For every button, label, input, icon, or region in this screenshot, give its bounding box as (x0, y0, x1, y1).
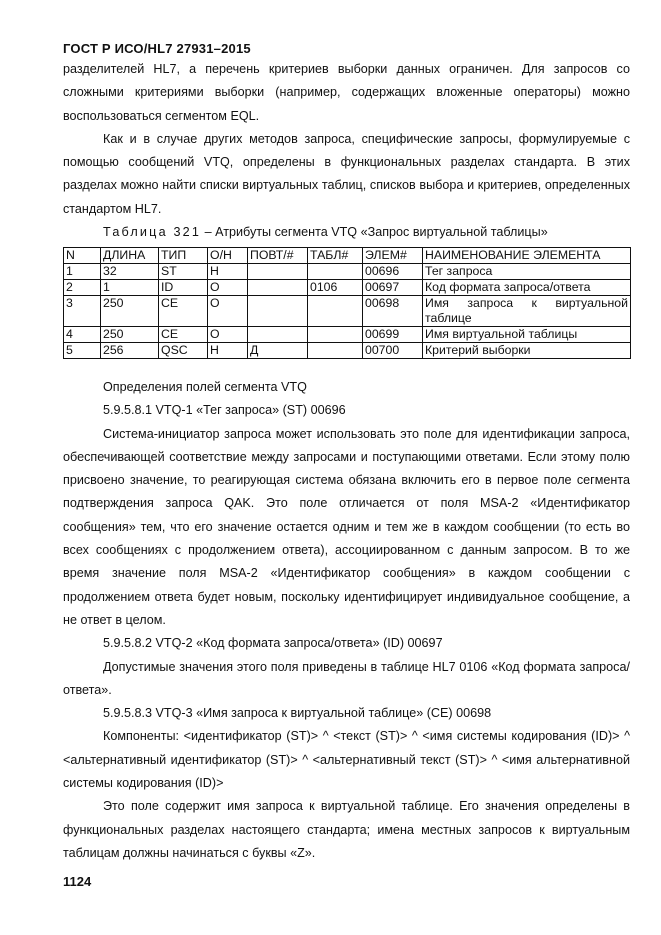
cell-length: 250 (101, 296, 159, 327)
table-caption (103, 221, 548, 244)
vtq-attributes-table (63, 247, 631, 359)
cell-n: 2 (64, 280, 101, 296)
field-definitions (63, 376, 630, 865)
header-type: ТИП (159, 248, 208, 264)
cell-optionality: О (208, 280, 248, 296)
cell-length: 32 (101, 264, 159, 280)
section-heading: Определения полей сегмента VTQ (103, 380, 307, 394)
document-header: ГОСТ Р ИСО/HL7 27931–2015 (63, 41, 251, 56)
cell-n: 4 (64, 327, 101, 343)
cell-n: 5 (64, 343, 101, 359)
cell-table-num (308, 296, 363, 327)
cell-table-num (308, 327, 363, 343)
table-row (64, 343, 631, 359)
cell-element-num: 00697 (363, 280, 423, 296)
header-optionality: О/Н (208, 248, 248, 264)
cell-element-name: Имя виртуальной таблицы (423, 327, 631, 343)
cell-length: 1 (101, 280, 159, 296)
cell-element-num: 00696 (363, 264, 423, 280)
paragraph-vtq-1: Система-инициатор запроса может использовать это поле для идентификации запроса, обеспечивающей соответствие между запросами и поступающими ответами. Если этому полю присвоено значение, то реагирующая система обязана включить его в первое поле сегмента подтверждения запроса QAK. Это поле отличается от поля MSA-2 «Идентификатор сообщения» тем, что его значение остается одним и тем же в каждом сообщении (то есть во всех сообщениях с продолжением ответа), ассоциированном с данным запросом. В то же время значение поля MSA-2 «Идентификатор сообщения» в каждом сообщении с продолжением ответа будет новым, поскольку идентифицирует индивидуальное сообщение, а не ответ в целом. (63, 426, 630, 627)
cell-length: 250 (101, 327, 159, 343)
table-header-row (64, 248, 631, 264)
header-table-num: ТАБЛ# (308, 248, 363, 264)
field-heading-vtq-1: 5.9.5.8.1 VTQ-1 «Тег запроса» (ST) 00696 (103, 403, 346, 418)
field-heading-vtq-2: 5.9.5.8.2 VTQ-2 «Код формата запроса/ответа» (ID) 00697 (103, 636, 443, 651)
header-n: N (64, 248, 101, 264)
intro-text (63, 58, 630, 221)
intro-paragraph-1: разделителей HL7, а перечень критериев выборки данных ограничен. Для запросов со сложными критериями выборки (например, содержащих вложенные операторы) можно воспользоваться сегментом EQL. (63, 62, 630, 123)
cell-type: QSC (159, 343, 208, 359)
cell-n: 3 (64, 296, 101, 327)
cell-type: CE (159, 296, 208, 327)
header-element-num: ЭЛЕМ# (363, 248, 423, 264)
cell-element-name: Имя запроса к виртуальной таблице (423, 296, 631, 327)
intro-paragraph-2: Как и в случае других методов запроса, специфические запросы, формулируемые с помощью сообщений VTQ, определены в функциональных разделах стандарта. В этих разделах можно найти списки виртуальных таблиц, списков выбора и критериев, определенных стандартом HL7. (63, 131, 630, 216)
table-row (64, 280, 631, 296)
cell-repeat (248, 280, 308, 296)
cell-type: CE (159, 327, 208, 343)
cell-repeat: Д (248, 343, 308, 359)
cell-table-num: 0106 (308, 280, 363, 296)
cell-type: ID (159, 280, 208, 296)
page-number: 1124 (63, 874, 92, 889)
table-row (64, 264, 631, 280)
paragraph-vtq-3-description: Это поле содержит имя запроса к виртуальной таблице. Его значения определены в функциональных разделах настоящего стандарта; имена местных запросов к виртуальным таблицам должны начинаться с буквы «Z». (63, 799, 630, 860)
cell-repeat (248, 296, 308, 327)
cell-n: 1 (64, 264, 101, 280)
cell-length: 256 (101, 343, 159, 359)
cell-element-num: 00698 (363, 296, 423, 327)
table-row (64, 327, 631, 343)
cell-optionality: Н (208, 343, 248, 359)
header-length: ДЛИНА (101, 248, 159, 264)
cell-repeat (248, 264, 308, 280)
paragraph-vtq-3-components: Компоненты: <идентификатор (ST)> ^ <текст (ST)> ^ <имя системы кодирования (ID)> ^ <альтернативный идентификатор (ST)> ^ <альтернативный текст (ST)> ^ <имя альтернативной системы кодирования (ID)> (63, 729, 630, 791)
table-caption-label: Таблица 321 (103, 225, 202, 239)
cell-optionality: О (208, 327, 248, 343)
cell-element-name: Критерий выборки (423, 343, 631, 359)
cell-table-num (308, 264, 363, 280)
cell-table-num (308, 343, 363, 359)
table-caption-text: – Атрибуты сегмента VTQ «Запрос виртуальной таблицы» (201, 225, 548, 239)
cell-repeat (248, 327, 308, 343)
cell-element-num: 00700 (363, 343, 423, 359)
cell-element-name: Код формата запроса/ответа (423, 280, 631, 296)
paragraph-vtq-2: Допустимые значения этого поля приведены в таблице HL7 0106 «Код формата запроса/ответа». (63, 659, 630, 697)
cell-optionality: Н (208, 264, 248, 280)
cell-element-name: Тег запроса (423, 264, 631, 280)
header-repeat: ПОВТ/# (248, 248, 308, 264)
cell-type: ST (159, 264, 208, 280)
table-row (64, 296, 631, 327)
field-heading-vtq-3: 5.9.5.8.3 VTQ-3 «Имя запроса к виртуальной таблице» (CE) 00698 (103, 706, 492, 721)
cell-element-num: 00699 (363, 327, 423, 343)
header-element-name: НАИМЕНОВАНИЕ ЭЛЕМЕНТА (423, 248, 631, 264)
cell-optionality: О (208, 296, 248, 327)
